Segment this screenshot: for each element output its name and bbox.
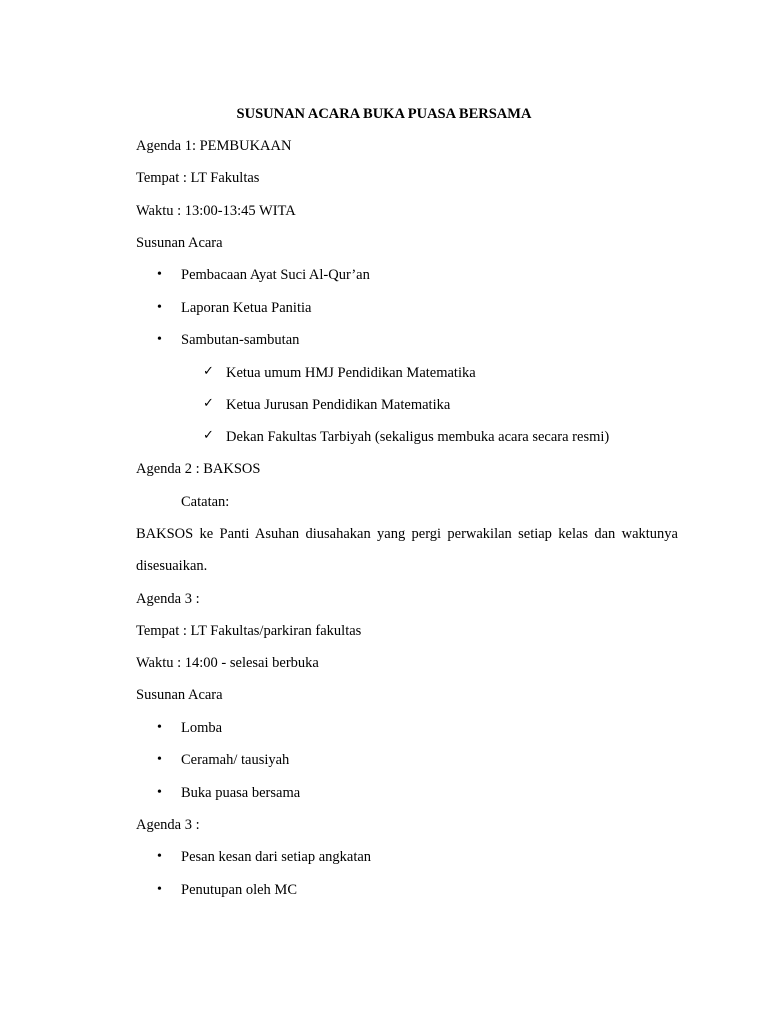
bullet-icon: • <box>157 332 162 347</box>
agenda-3-heading: Agenda 3 : <box>136 591 200 607</box>
document-title: SUSUNAN ACARA BUKA PUASA BERSAMA <box>236 106 532 122</box>
agenda-4-heading: Agenda 3 : <box>136 817 200 833</box>
agenda-1-tempat: Tempat : LT Fakultas <box>136 170 260 186</box>
agenda-1-susunan-label: Susunan Acara <box>136 235 223 251</box>
agenda-3-tempat: Tempat : LT Fakultas/parkiran fakultas <box>136 623 362 639</box>
bullet-icon: • <box>157 849 162 864</box>
agenda-1-heading: Agenda 1: PEMBUKAAN <box>136 138 292 154</box>
bullet-icon: • <box>157 882 162 897</box>
bullet-icon: • <box>157 785 162 800</box>
list-item: Lomba <box>181 720 223 736</box>
sub-list-item: Ketua umum HMJ Pendidikan Matematika <box>226 365 476 381</box>
catatan-label: Catatan: <box>181 494 230 510</box>
catatan-text-line-2: disesuaikan. <box>136 558 208 574</box>
agenda-1-waktu: Waktu : 13:00-13:45 WITA <box>136 203 296 219</box>
sub-list-item: Ketua Jurusan Pendidikan Matematika <box>226 397 451 413</box>
list-item: Penutupan oleh MC <box>181 882 297 898</box>
checkmark-icon: ✓ <box>203 428 214 443</box>
bullet-icon: • <box>157 267 162 282</box>
bullet-icon: • <box>157 300 162 315</box>
list-item: Sambutan-sambutan <box>181 332 300 348</box>
checkmark-icon: ✓ <box>203 396 214 411</box>
checkmark-icon: ✓ <box>203 364 214 379</box>
agenda-3-susunan-label: Susunan Acara <box>136 687 223 703</box>
bullet-icon: • <box>157 720 162 735</box>
sub-list-item: Dekan Fakultas Tarbiyah (sekaligus membuka acara secara resmi) <box>226 429 610 445</box>
agenda-2-heading: Agenda 2 : BAKSOS <box>136 461 261 477</box>
list-item: Buka puasa bersama <box>181 785 301 801</box>
catatan-text-line-1: BAKSOS ke Panti Asuhan diusahakan yang pergi perwakilan setiap kelas dan waktunya <box>136 526 678 542</box>
list-item: Pesan kesan dari setiap angkatan <box>181 849 372 865</box>
list-item: Laporan Ketua Panitia <box>181 300 312 316</box>
list-item: Ceramah/ tausiyah <box>181 752 290 768</box>
bullet-icon: • <box>157 752 162 767</box>
agenda-3-waktu: Waktu : 14:00 - selesai berbuka <box>136 655 319 671</box>
list-item: Pembacaan Ayat Suci Al-Qur’an <box>181 267 370 283</box>
